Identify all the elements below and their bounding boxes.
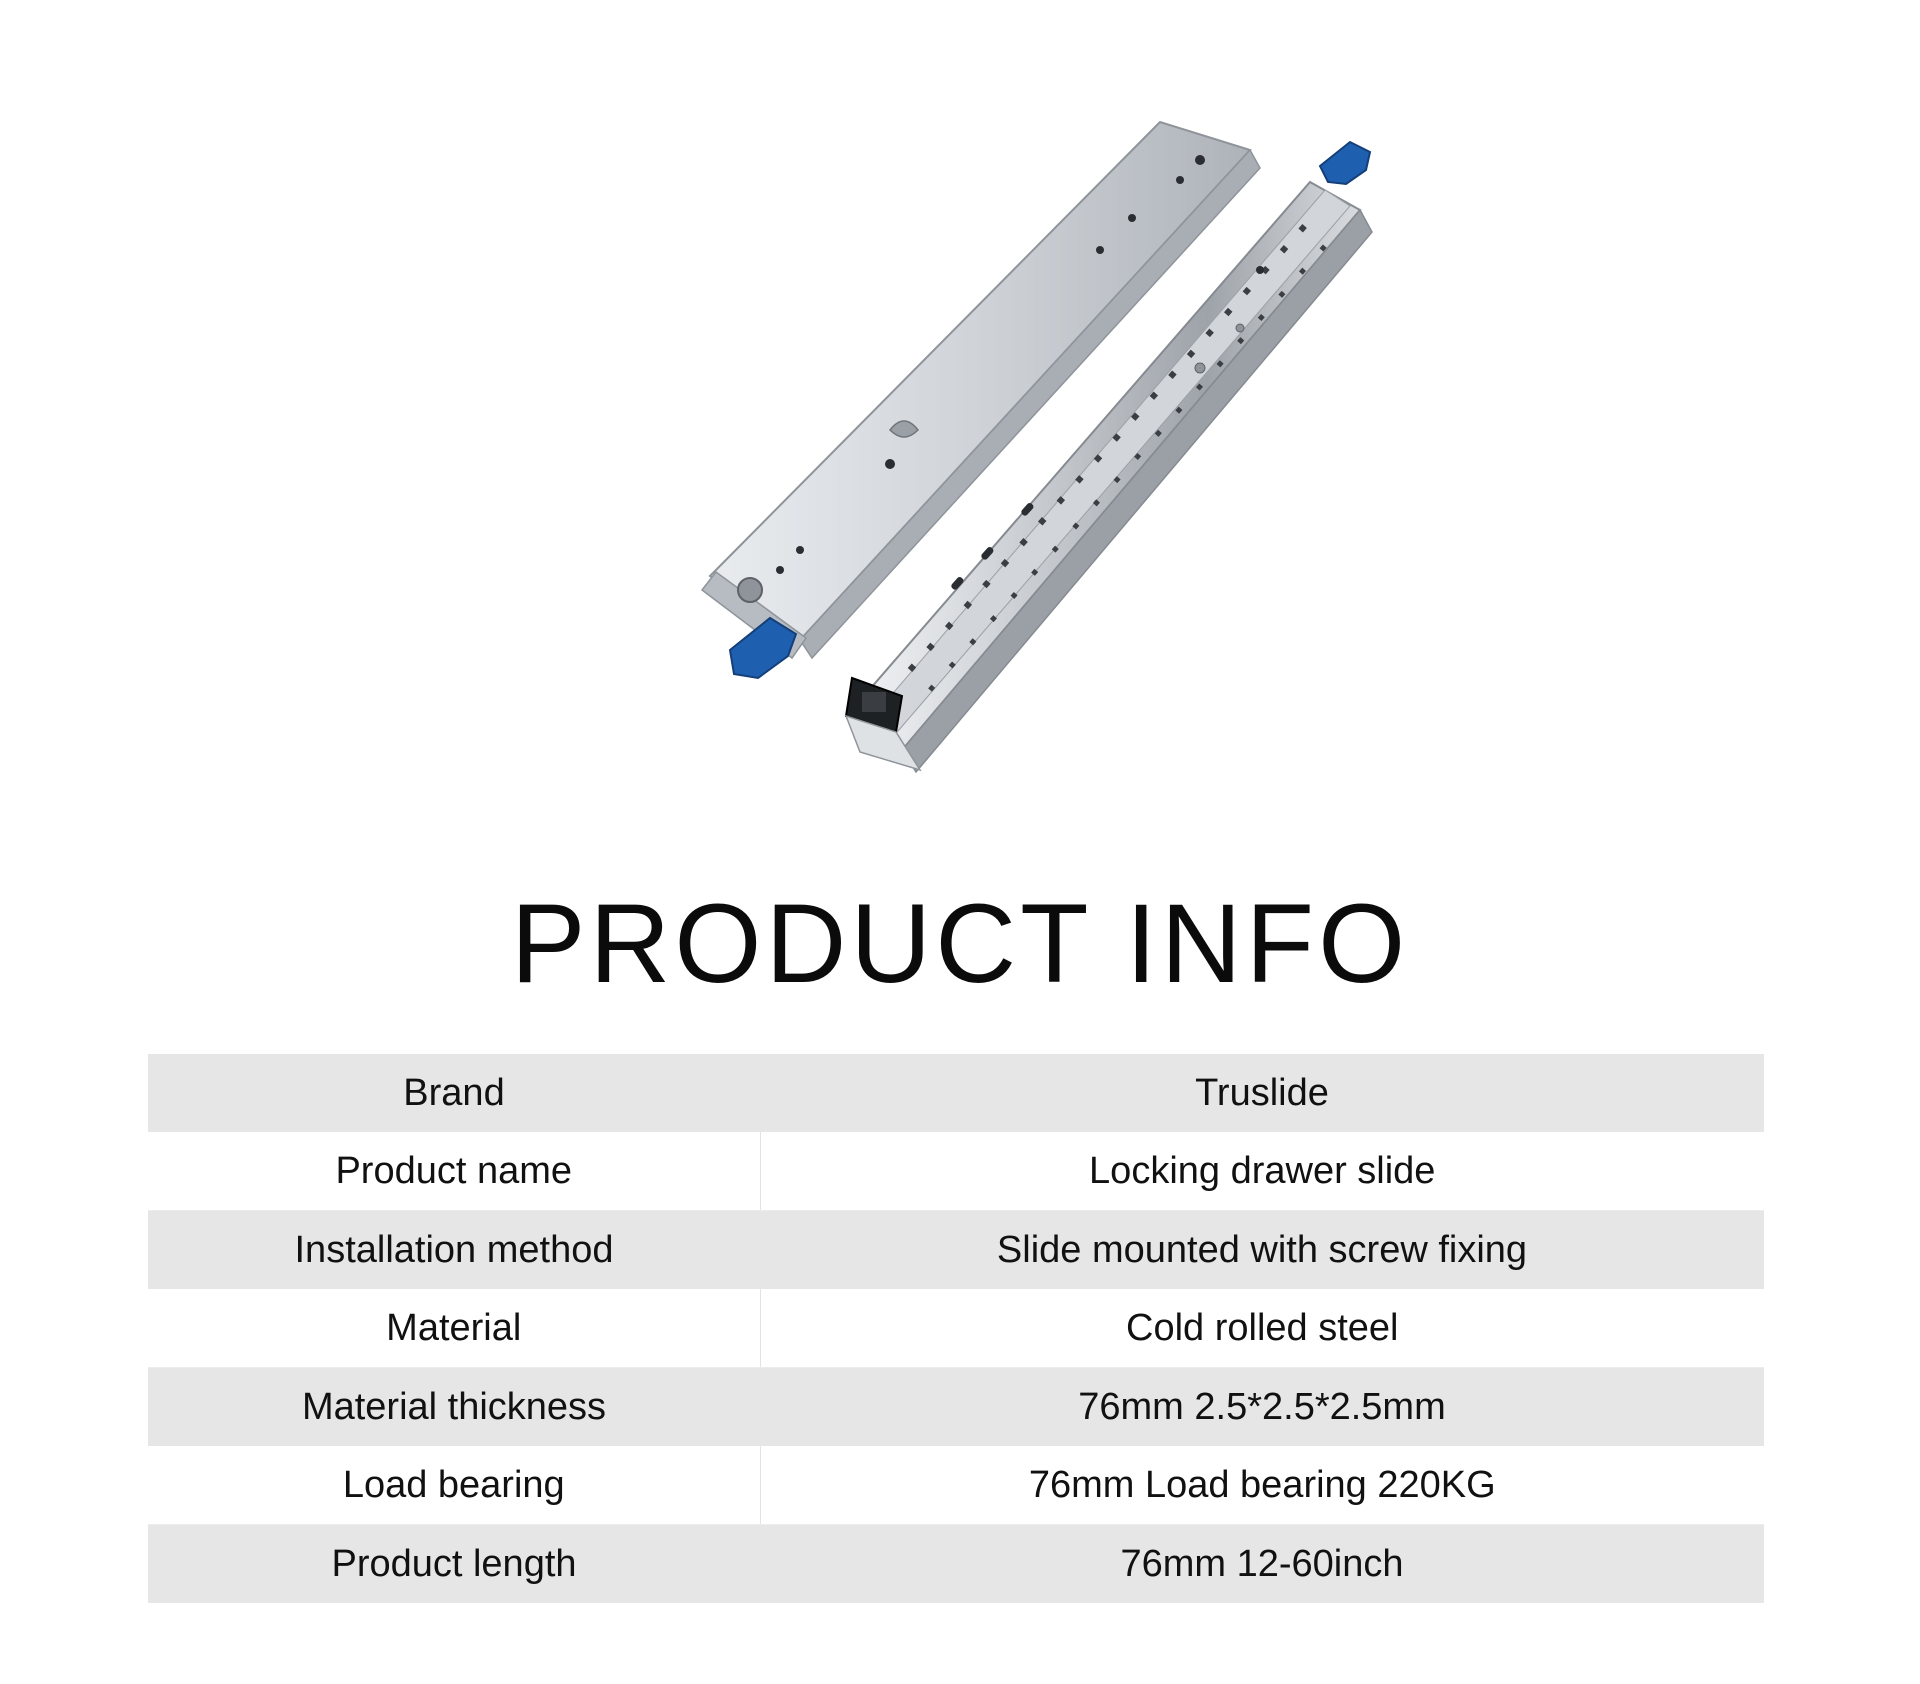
- table-row: [148, 1446, 1764, 1525]
- row-label: Product name: [148, 1132, 760, 1211]
- table-row: [148, 1132, 1764, 1211]
- table-row: [148, 1054, 1764, 1132]
- row-value: Truslide: [760, 1054, 1764, 1132]
- lever-icon: [1320, 142, 1370, 184]
- row-value: 76mm Load bearing 220KG: [760, 1446, 1764, 1525]
- row-label: Installation method: [148, 1211, 760, 1290]
- table-row: [148, 1289, 1764, 1368]
- row-label: Brand: [148, 1054, 760, 1132]
- row-value: Cold rolled steel: [760, 1289, 1764, 1368]
- table-row: [148, 1525, 1764, 1604]
- table-row: [148, 1211, 1764, 1290]
- table-row: [148, 1368, 1764, 1447]
- row-label: Product length: [148, 1525, 760, 1604]
- row-value: Slide mounted with screw fixing: [760, 1211, 1764, 1290]
- product-info-table: [148, 1054, 1764, 1603]
- product-image: [620, 110, 1440, 790]
- row-label: Load bearing: [148, 1446, 760, 1525]
- row-label: Material: [148, 1289, 760, 1368]
- row-value: 76mm 2.5*2.5*2.5mm: [760, 1368, 1764, 1447]
- page-title: PRODUCT INFO: [510, 881, 1410, 1006]
- row-value: Locking drawer slide: [760, 1132, 1764, 1211]
- row-label: Material thickness: [148, 1368, 760, 1447]
- row-value: 76mm 12-60inch: [760, 1525, 1764, 1604]
